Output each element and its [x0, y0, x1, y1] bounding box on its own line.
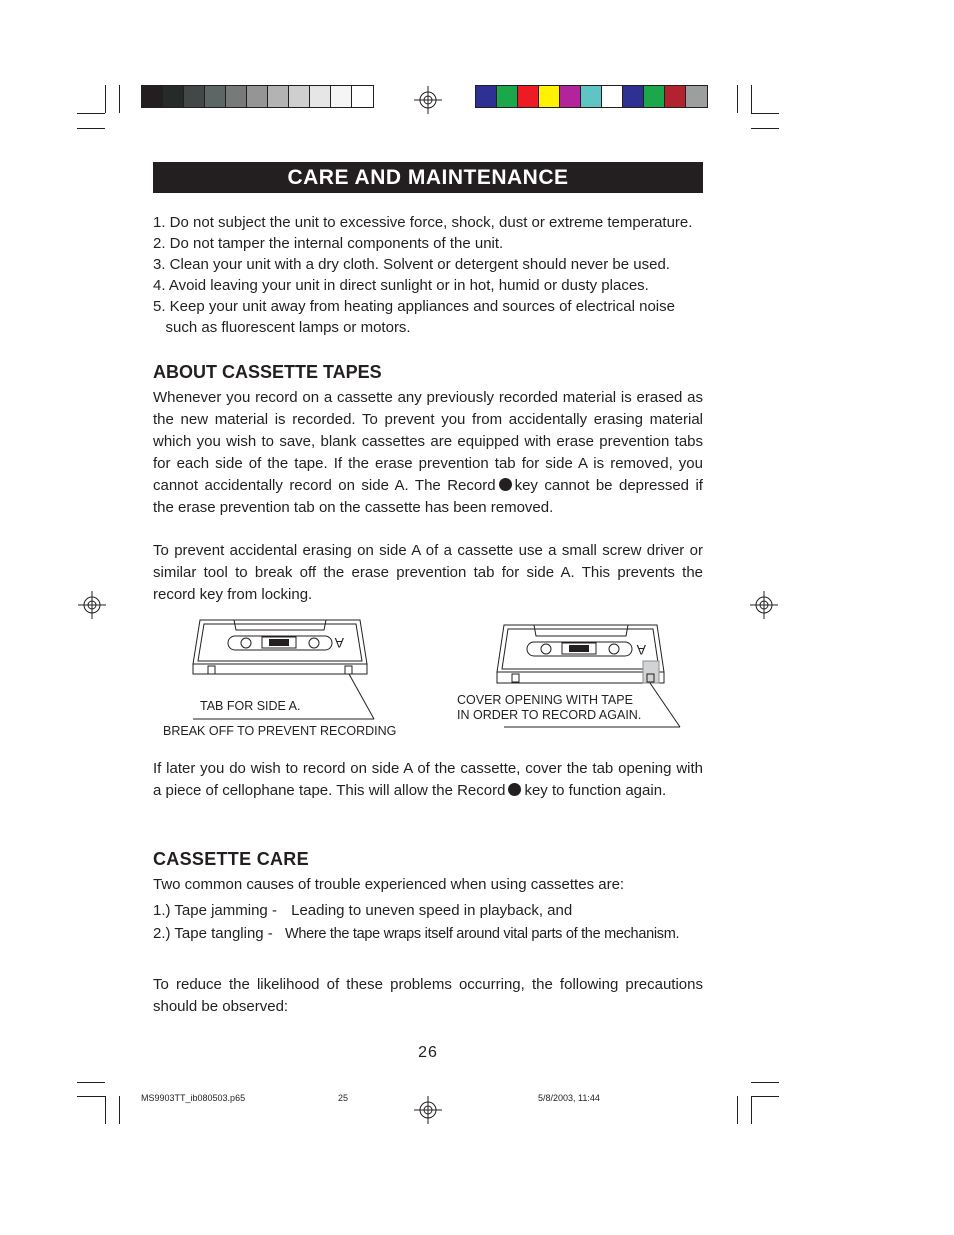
process-color-bar: [475, 85, 708, 108]
color-swatch: [226, 86, 247, 107]
color-swatch: [560, 86, 581, 107]
text-line: Whenever you record on a cassette any previously recorded material is erased as: [153, 389, 703, 406]
footer-date: 5/8/2003, 11:44: [538, 1093, 600, 1103]
list-item: 1. Do not subject the unit to excessive force, shock, dust or extreme temperature.: [153, 214, 693, 231]
record-text-before: cannot accidentally record on side A. The Record: [153, 477, 496, 494]
record-text-after: key cannot be depressed if: [514, 477, 703, 494]
color-swatch: [581, 86, 602, 107]
trouble-item-1: [153, 902, 572, 919]
text-line: for each side of the tape. If the erase prevention tab for side A is removed, you: [153, 455, 703, 472]
color-swatch: [518, 86, 539, 107]
color-swatch: [184, 86, 205, 107]
list-item: 3. Clean your unit with a dry cloth. Solvent or detergent should never be used.: [153, 256, 670, 273]
text-line: To prevent accidental erasing on side A of a cassette use a small screw driver or: [153, 542, 703, 559]
trouble-item-label: 1.) Tape jamming -: [153, 902, 277, 919]
list-item: 2. Do not tamper the internal components of the unit.: [153, 235, 504, 252]
text-line: record key from locking.: [153, 586, 313, 603]
text-line: similar tool to break off the erase prevention tab for side A. This prevents the: [153, 564, 703, 581]
text-line: should be observed:: [153, 998, 289, 1015]
record-text-after: key to function again.: [524, 782, 667, 799]
about-paragraph-2: [153, 540, 703, 606]
text-line: the erase prevention tab on the cassette has been removed.: [153, 499, 554, 516]
registration-mark-top-icon: [414, 86, 442, 114]
trouble-item-2: [153, 925, 679, 942]
list-item: such as fluorescent lamps or motors.: [153, 319, 411, 336]
side-a-label: A: [334, 635, 344, 651]
color-swatch: [602, 86, 623, 107]
text-line: [153, 475, 703, 497]
page-number: 26: [418, 1044, 438, 1061]
about-paragraph-1: [153, 387, 703, 519]
section-heading-about-cassette-tapes: ABOUT CASSETTE TAPES: [153, 362, 382, 382]
text-line: the new material is recorded. To prevent you from accidentally erasing material: [153, 411, 703, 428]
page-title: CARE AND MAINTENANCE: [153, 162, 703, 193]
text-line: [153, 780, 703, 802]
color-swatch: [623, 86, 644, 107]
about-paragraph-3: [153, 758, 703, 802]
color-swatch: [247, 86, 268, 107]
color-swatch: [539, 86, 560, 107]
color-swatch: [205, 86, 226, 107]
trouble-item-label: 2.) Tape tangling -: [153, 925, 273, 942]
text-line: If later you do wish to record on side A of the cassette, cover the tab opening with: [153, 760, 703, 777]
color-swatch: [163, 86, 184, 107]
color-swatch: [665, 86, 686, 107]
color-swatch: [310, 86, 331, 107]
caption-cover-opening-line-1: COVER OPENING WITH TAPE: [457, 693, 633, 707]
caption-tab-for-side-a: TAB FOR SIDE A.: [200, 699, 301, 713]
color-swatch: [289, 86, 310, 107]
color-swatch: [476, 86, 497, 107]
caption-break-off: BREAK OFF TO PREVENT RECORDING: [163, 724, 397, 738]
trouble-item-text: Leading to uneven speed in playback, and: [291, 902, 573, 919]
registration-mark-bottom-icon: [414, 1096, 442, 1124]
color-swatch: [331, 86, 352, 107]
color-swatch: [352, 86, 373, 107]
caption-cover-opening-line-2: IN ORDER TO RECORD AGAIN.: [457, 708, 642, 722]
record-text-before: a piece of cellophane tape. This will allow the Record: [153, 782, 506, 799]
color-swatch: [686, 86, 707, 107]
section-heading-cassette-care: CASSETTE CARE: [153, 849, 309, 869]
precautions-paragraph: [153, 974, 703, 1018]
cassette-care-intro: Two common causes of trouble experienced when using cassettes are:: [153, 876, 625, 893]
text-line: To reduce the likelihood of these problems occurring, the following precautions: [153, 976, 703, 993]
side-a-label: A: [636, 642, 646, 658]
color-swatch: [142, 86, 163, 107]
trouble-item-text: Where the tape wraps itself around vital parts of the mechanism.: [284, 926, 680, 942]
record-dot-icon: [508, 783, 521, 796]
color-swatch: [268, 86, 289, 107]
color-swatch: [644, 86, 665, 107]
footer-sheet-number: 25: [338, 1093, 349, 1103]
color-swatch: [497, 86, 518, 107]
registration-mark-right-icon: [750, 591, 778, 619]
list-item: 5. Keep your unit away from heating appliances and sources of electrical noise: [153, 298, 675, 315]
care-list: [153, 212, 733, 338]
registration-mark-left-icon: [78, 591, 106, 619]
record-dot-icon: [499, 478, 512, 491]
footer-file-name: MS9903TT_ib080503.p65: [141, 1093, 246, 1103]
grayscale-color-bar: [141, 85, 374, 108]
text-line: which you wish to save, blank cassettes are equipped with erase prevention tabs: [153, 433, 703, 450]
list-item: 4. Avoid leaving your unit in direct sunlight or in hot, humid or dusty places.: [153, 277, 649, 294]
